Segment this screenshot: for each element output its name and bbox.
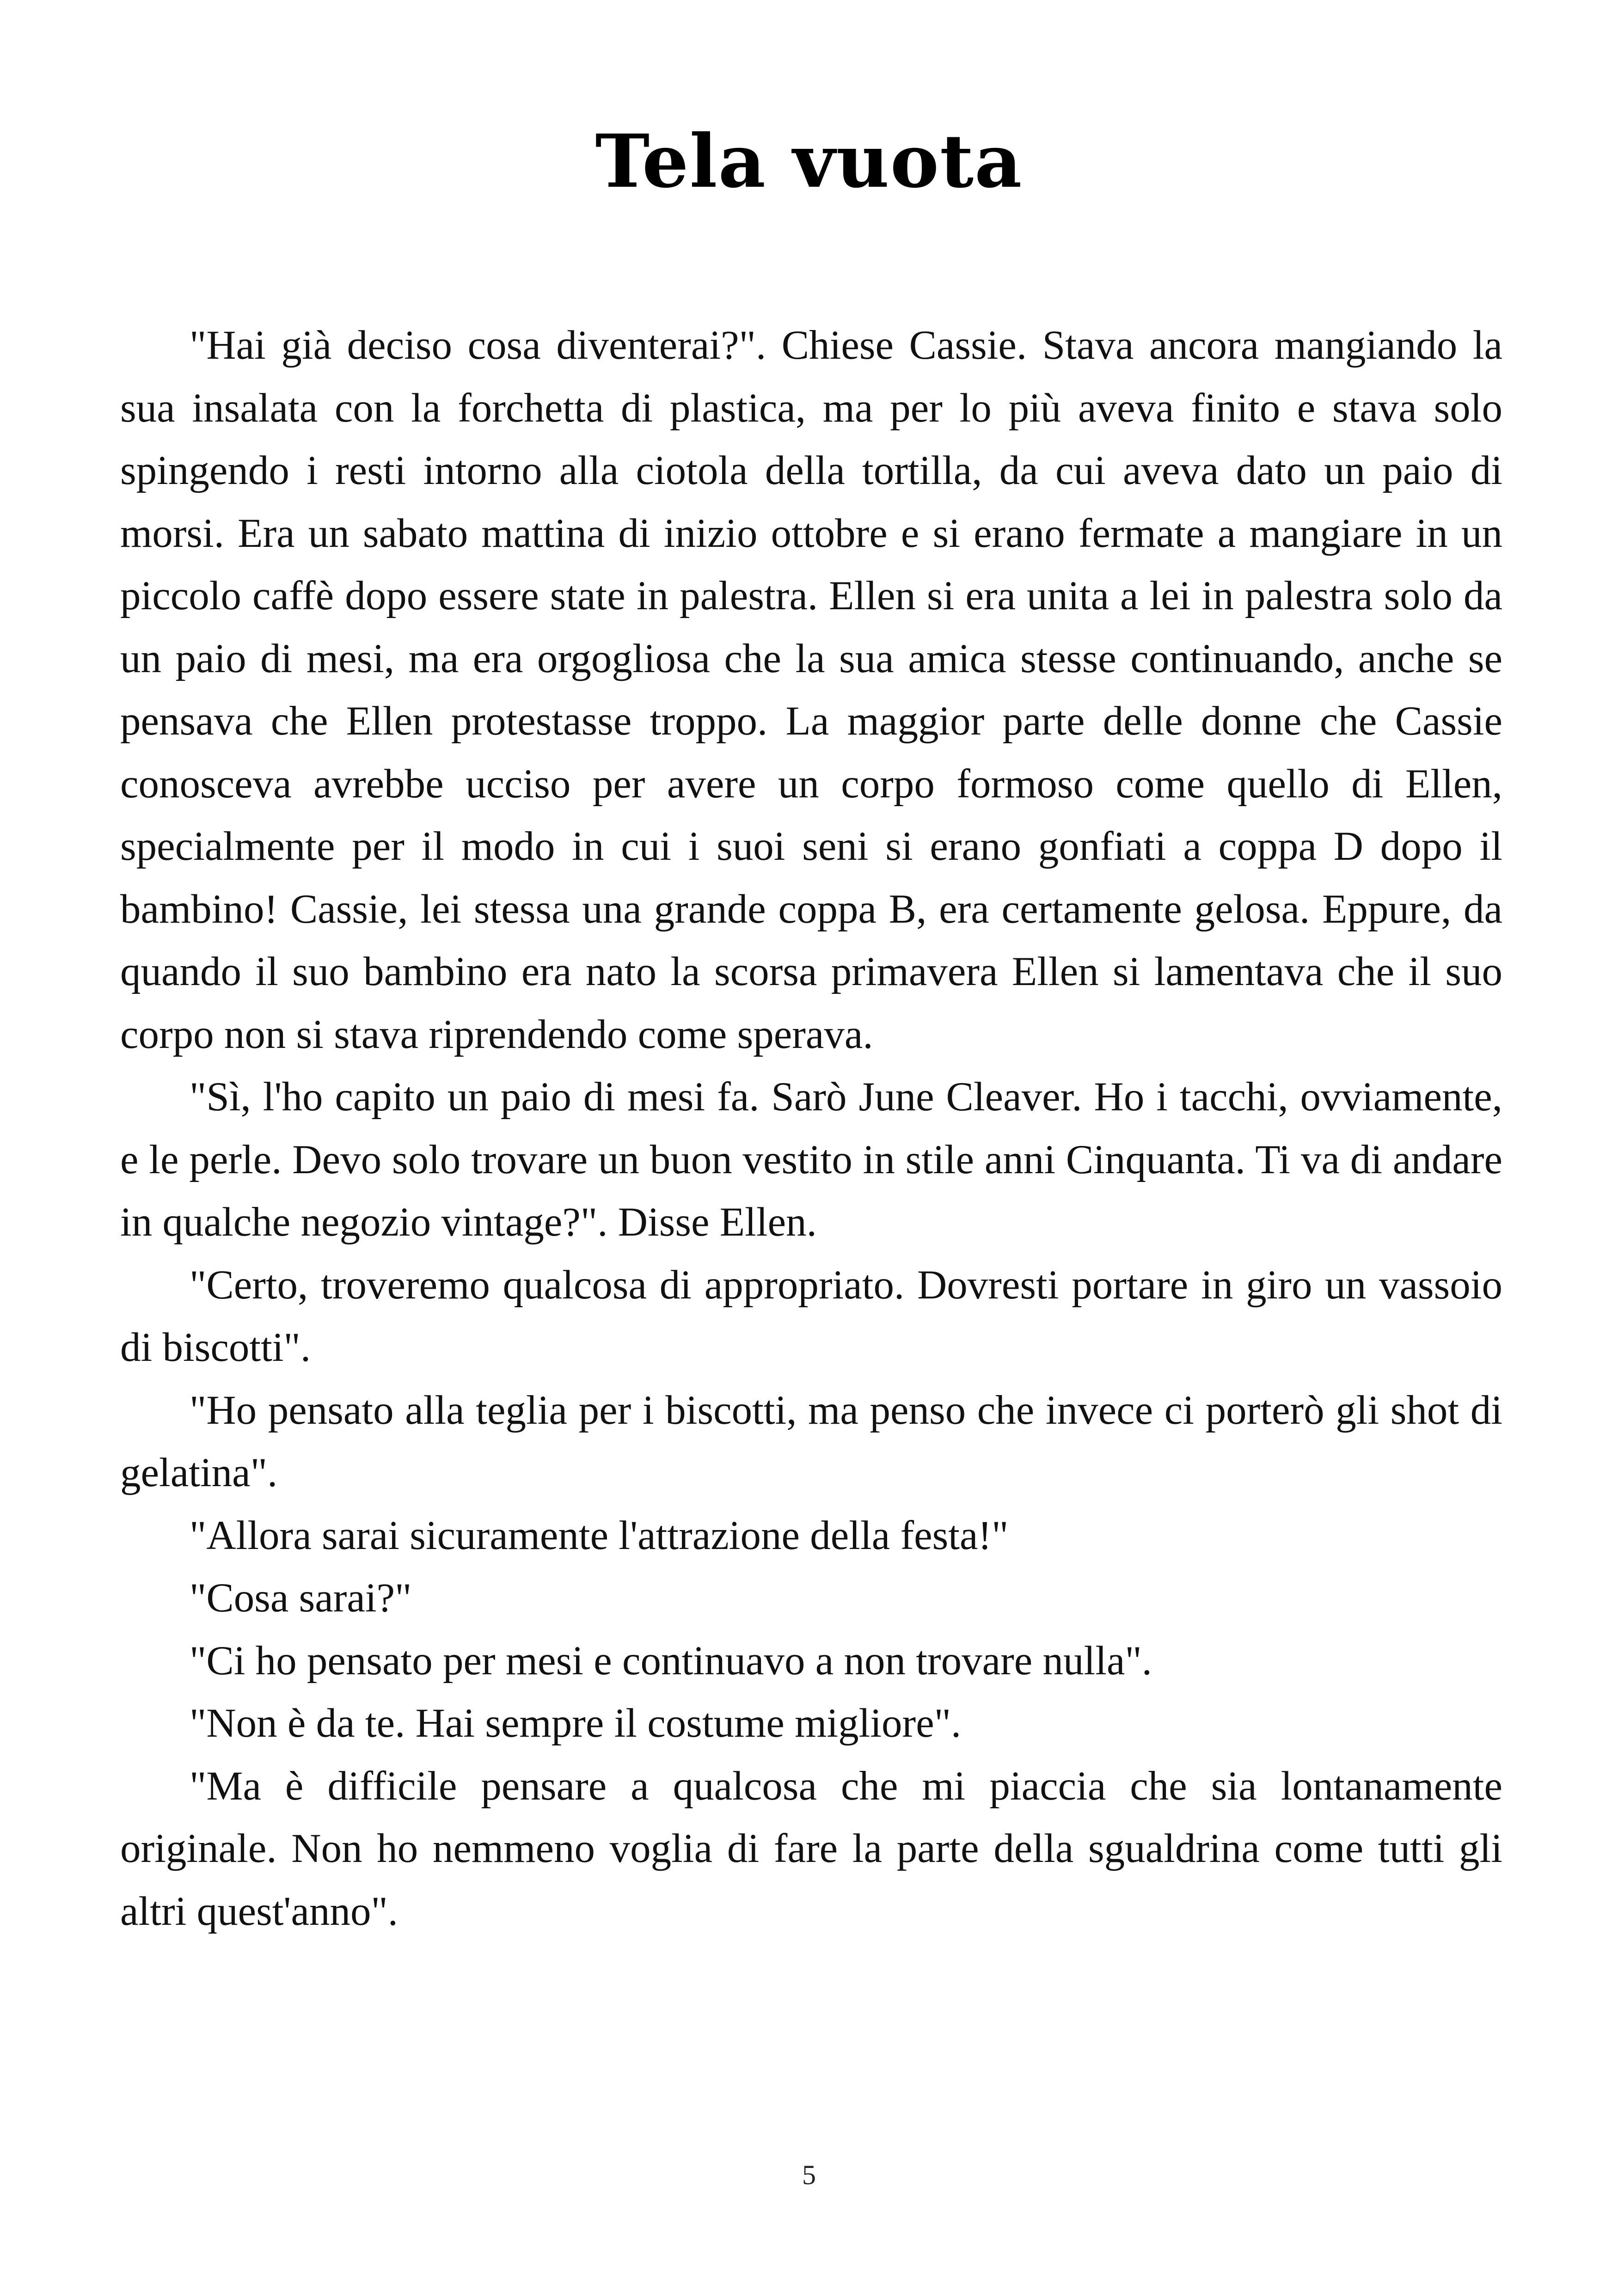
- paragraph: "Hai già deciso cosa diventerai?". Chiese Cassie. Stava ancora mangiando la sua insalata con la forchetta di plastica, ma per lo più aveva finito e stava solo spingendo i resti intorno alla ciotola della tortilla, da cui aveva dato un paio di morsi. Era un sabato mattina di inizio ottobre e si erano fermate a mangiare in un piccolo caffè dopo essere state in palestra. Ellen si era unita a lei in palestra solo da un paio di mesi, ma era orgogliosa che la sua amica stesse continuando, anche se pensava che Ellen protestasse troppo. La maggior parte delle donne che Cassie conosceva avrebbe ucciso per avere un corpo formoso come quello di Ellen, specialmente per il modo in cui i suoi seni si erano gonfiati a coppa D dopo il bambino! Cassie, lei stessa una grande coppa B, era certamente gelosa. Eppure, da quando il suo bambino era nato la scorsa primavera Ellen si lamentava che il suo corpo non si stava riprendendo come sperava.: [120, 323, 1502, 1057]
- chapter-title: Tela vuota: [595, 119, 1023, 204]
- paragraph: "Ma è difficile pensare a qualcosa che mi piaccia che sia lontanamente originale. Non ho nemmeno voglia di fare la parte della sgualdrina come tutti gli altri quest'anno".: [120, 1763, 1502, 1934]
- paragraph: "Allora sarai sicuramente l'attrazione della festa!": [190, 1512, 1009, 1558]
- paragraph: "Cosa sarai?": [190, 1575, 412, 1621]
- paragraph: "Non è da te. Hai sempre il costume migliore".: [190, 1701, 962, 1746]
- paragraph: "Certo, troveremo qualcosa di appropriato. Dovresti portare in giro un vassoio di biscotti".: [120, 1262, 1502, 1370]
- paragraph: "Ci ho pensato per mesi e continuavo a non trovare nulla".: [190, 1638, 1152, 1684]
- paragraph: "Ho pensato alla teglia per i biscotti, ma penso che invece ci porterò gli shot di gelatina".: [120, 1387, 1502, 1495]
- page-number: 5: [802, 2160, 816, 2190]
- paragraph: "Sì, l'ho capito un paio di mesi fa. Sarò June Cleaver. Ho i tacchi, ovviamente, e le perle. Devo solo trovare un buon vestito in stile anni Cinquanta. Ti va di andare in qualche negozio vintage?". Disse Ellen.: [120, 1074, 1502, 1245]
- body-text: [120, 314, 1502, 1943]
